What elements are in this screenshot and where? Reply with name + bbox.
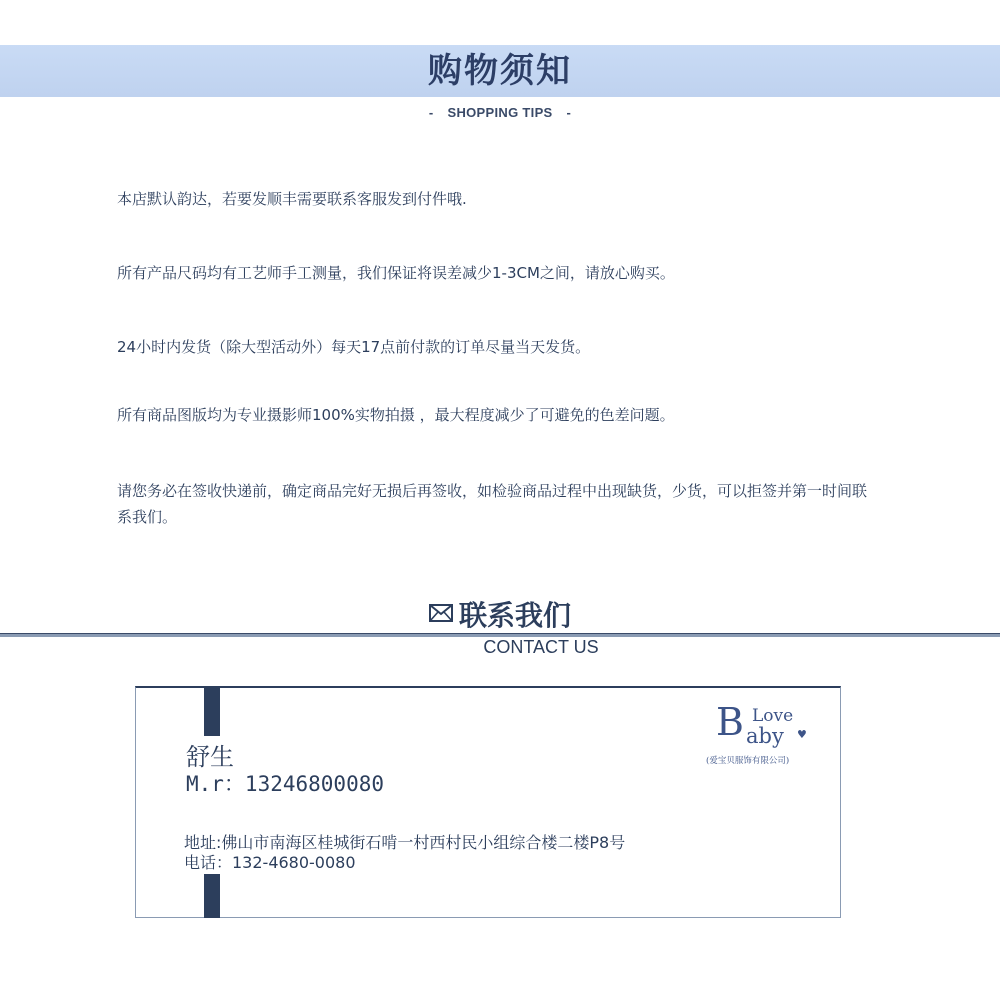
mail-icon [429,596,453,629]
contact-name: 舒生 [186,743,234,771]
brand-logo [704,700,822,770]
subtitle-text: SHOPPING TIPS [447,105,553,120]
card-accent-bar-top [204,688,220,736]
contact-subtitle: CONTACT US [483,637,599,657]
logo-love-text: Love [752,706,794,726]
tip-item: 本店默认韵达，若要发顺丰需要联系客服发到付件哦. [117,190,467,208]
logo-company-name: (爱宝贝服饰有限公司) [706,756,790,766]
page-subtitle [0,105,1000,120]
card-accent-bar-bottom [204,874,220,918]
tip-item: 24小时内发货（除大型活动外）每天17点前付款的订单尽量当天发货。 [117,338,591,356]
contact-mr: M.r：13246800080 [186,772,385,796]
tip-item: 请您务必在签收快递前，确定商品完好无损后再签收，如检验商品过程中出现缺货，少货，可以拒签并第一时间联系我们。 [117,482,868,526]
tip-item: 所有产品尺码均有工艺师手工测量，我们保证将误差减少1-3CM之间，请放心购买。 [117,264,675,282]
contact-address: 地址:佛山市南海区桂城街石啃一村西村民小组综合楼二楼P8号 [184,833,626,852]
subtitle-dash-right: - [566,105,572,120]
logo-aby-text: aby [746,724,784,748]
subtitle-dash-left: - [428,105,434,120]
page-title: 购物须知 [428,51,572,91]
business-card [135,686,841,918]
logo-letter-b: B [716,700,744,744]
contact-title: 联系我们 [458,599,571,632]
heart-icon: ♥ [797,728,807,741]
contact-phone: 电话：132-4680-0080 [184,853,356,872]
tip-item: 所有商品图版均为专业摄影师100%实物拍摄 ，最大程度减少了可避免的色差问题。 [117,406,675,424]
contact-heading [0,594,1000,634]
